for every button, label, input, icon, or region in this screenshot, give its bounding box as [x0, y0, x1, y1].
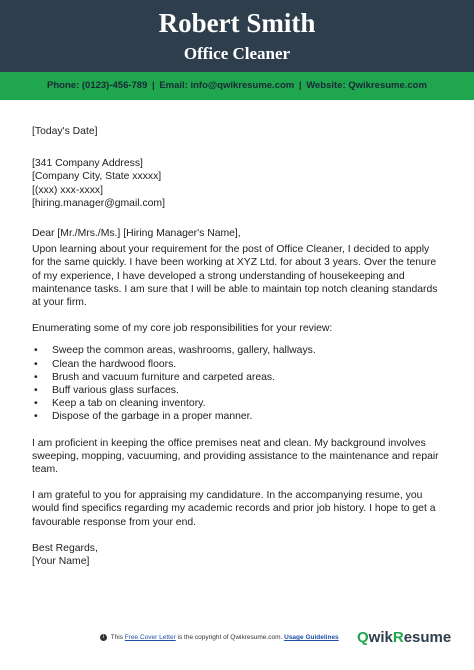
info-icon: i [100, 634, 107, 641]
contact-website[interactable]: Website: Qwikresume.com [306, 80, 427, 91]
contact-separator: | [152, 80, 155, 91]
job-title: Office Cleaner [183, 44, 291, 63]
address-line: [hiring.manager@gmail.com] [32, 197, 165, 209]
responsibilities-list [32, 344, 444, 423]
list-item: • Clean the hardwood floors. [52, 358, 444, 371]
paragraph-closing: I am grateful to you for appraising my candidature. In the accompanying resume, you would find specifics regarding my academic records and prior job history. I hope to get a favourable response from your end. [32, 490, 436, 528]
footer [0, 627, 474, 651]
list-item: • Sweep the common areas, washrooms, gallery, hallways. [52, 344, 444, 357]
contact-phone: Phone: (0123)-456-789 [47, 80, 148, 91]
free-cover-letter-link[interactable]: Free Cover Letter [124, 634, 176, 642]
signature: [Your Name] [32, 556, 90, 568]
responsibilities-intro: Enumerating some of my core job responsibilities for your review: [32, 323, 333, 335]
address-line: [341 Company Address] [32, 158, 143, 170]
letter-body [32, 125, 444, 568]
candidate-name: Robert Smith [158, 8, 316, 38]
footer-prefix: This [110, 634, 123, 642]
paragraph-intro: Upon learning about your requirement for the post of Office Cleaner, I decided to apply for the same quickly. I have been working at XYZ Ltd. for about 3 years. Over the tenure of my experience, I have developed a strong understanding of housekeeping and maintenance tasks. I am sure that I will be able to maintain top notch cleaning standards at your firm. [32, 244, 438, 309]
address-line: [Company City, State xxxxx] [32, 171, 162, 183]
recipient-address [32, 157, 444, 210]
letter-date: [Today's Date] [32, 126, 98, 137]
list-item: • Keep a tab on cleaning inventory. [52, 397, 444, 410]
qwikresume-logo: QwikResume [357, 629, 452, 646]
salutation: Dear [Mr./Mrs./Ms.] [Hiring Manager's Name], [32, 228, 241, 240]
contact-bar [0, 72, 474, 100]
address-line: [(xxx) xxx-xxxx] [32, 184, 103, 196]
contact-separator: | [298, 80, 302, 91]
list-item: • Dispose of the garbage in a proper manner. [52, 410, 444, 423]
footer-middle: is the copyright of Qwikresume.com. [177, 634, 283, 642]
closing: Best Regards, [32, 542, 98, 554]
footer-copyright [100, 634, 339, 641]
list-item: • Brush and vacuum furniture and carpeted areas. [52, 371, 444, 384]
list-item: • Buff various glass surfaces. [52, 384, 444, 397]
usage-guidelines-link[interactable]: Usage Guidelines [284, 634, 339, 642]
paragraph-background: I am proficient in keeping the office premises neat and clean. My background involves sweeping, mopping, vacuuming, and providing assistance to the maintenance and repair team. [32, 437, 439, 476]
contact-email[interactable]: Email: info@qwikresume.com [159, 80, 295, 91]
header-banner [0, 0, 474, 72]
